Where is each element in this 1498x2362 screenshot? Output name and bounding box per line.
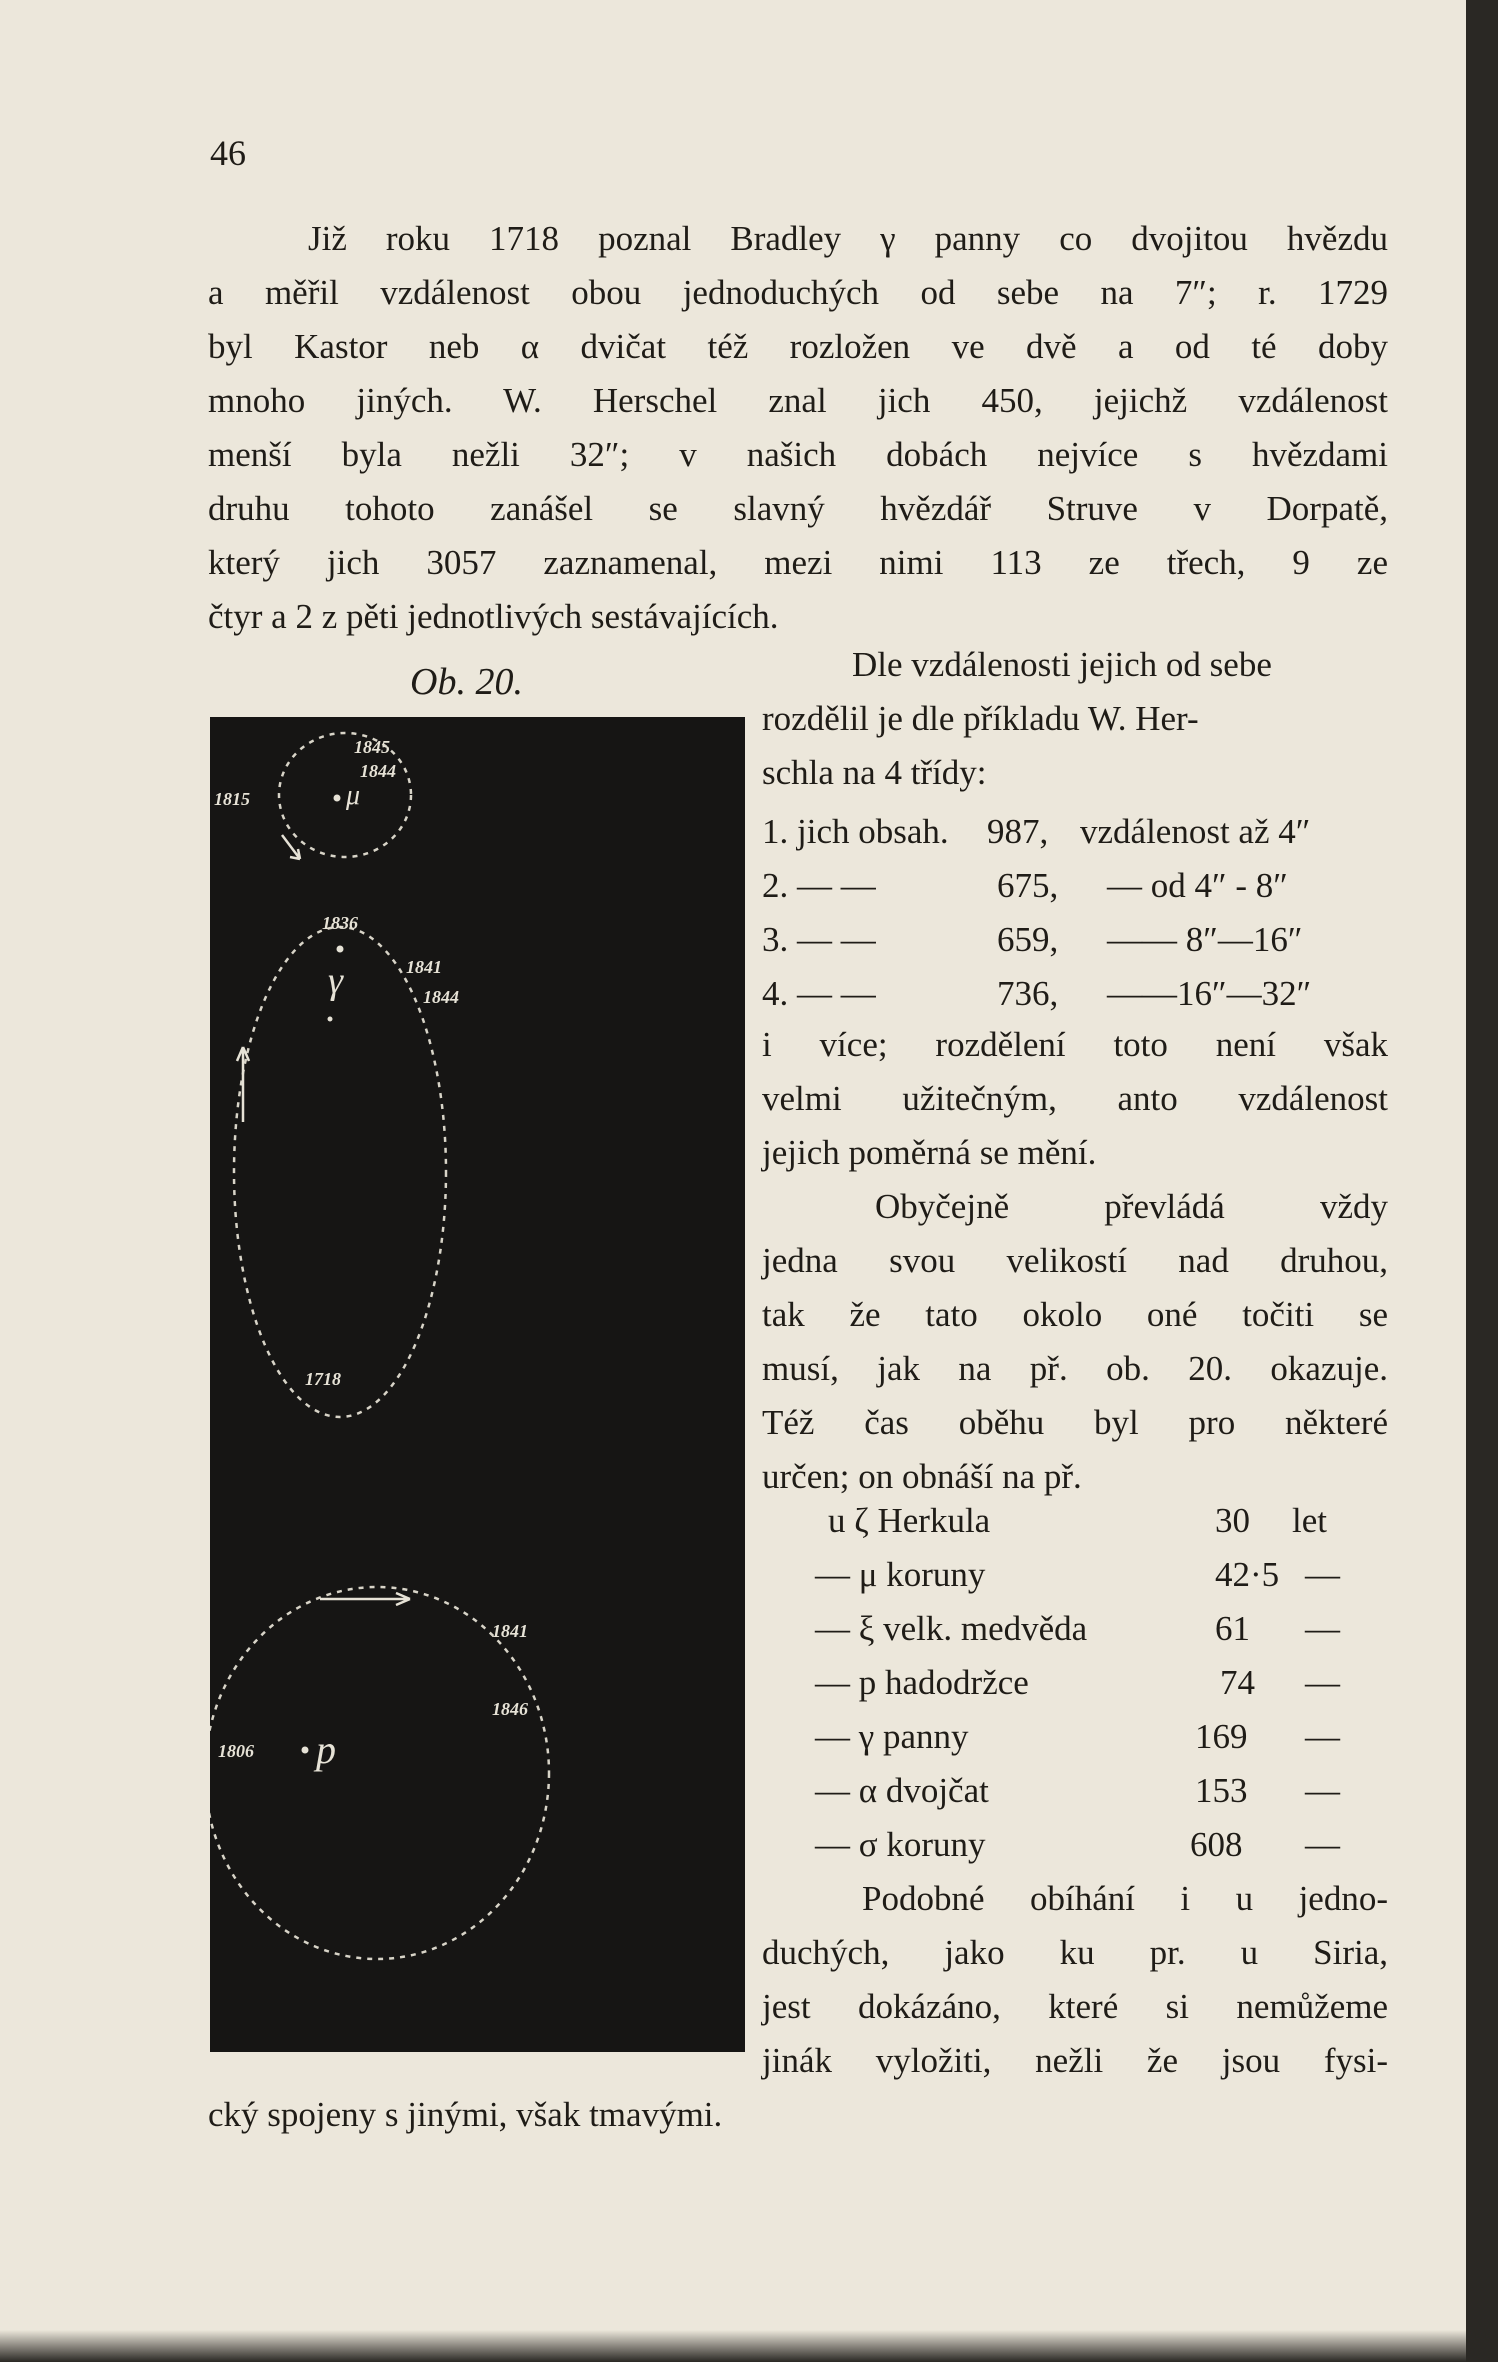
text-line: jedna svou velikostí nad druhou, (762, 1241, 1388, 1280)
class-row: 736, (997, 974, 1059, 1013)
class-row: ——16″—32″ (1107, 974, 1312, 1013)
period-row: — (1305, 1825, 1340, 1864)
star-mu-dot (334, 795, 341, 802)
text-line: jest dokázáno, které si nemůžeme (762, 1987, 1388, 2026)
period-row: — (1305, 1663, 1340, 1702)
right-line: rozdělil je dle příkladu W. Her- (762, 699, 1199, 738)
label-p: p (316, 1727, 336, 1772)
class-row: 987, (987, 812, 1049, 851)
right-line: schla na 4 třídy: (762, 753, 987, 792)
text-line: a měřil vzdálenost obou jednoduchých od sebe na 7″; r. 1729 (208, 273, 1388, 312)
period-row: 74 (1220, 1663, 1255, 1702)
period-row: — (1305, 1717, 1340, 1756)
orbit-p (210, 1587, 549, 1959)
page-edge (1466, 0, 1498, 2362)
label-1836: 1836 (322, 913, 358, 933)
text-line: byl Kastor neb α dvičat též rozložen ve dvě a od té doby (208, 327, 1388, 366)
text-line: duchých, jako ku pr. u Siria, (762, 1933, 1388, 1972)
arrow-gamma (237, 1047, 249, 1122)
text-line: velmi užitečným, anto vzdálenost (762, 1079, 1388, 1118)
label-1844-mid: 1844 (423, 987, 459, 1007)
period-row: 169 (1195, 1717, 1248, 1756)
period-row: — ξ velk. medvěda (815, 1609, 1088, 1648)
class-row: 1. jich obsah. (762, 812, 949, 851)
period-row: u ζ Herkula (828, 1501, 991, 1540)
period-row: 30 (1215, 1501, 1250, 1540)
text-line: menší byla nežli 32″; v našich dobách nejvíce s hvězdami (208, 435, 1388, 474)
period-row: — (1305, 1555, 1340, 1594)
text-line: který jich 3057 zaznamenal, mezi nimi 113 ze třech, 9 ze (208, 543, 1388, 582)
class-row: 4. — — (762, 974, 876, 1013)
period-row: — α dvojčat (815, 1771, 989, 1810)
text-line: Též čas oběhu byl pro některé (762, 1403, 1388, 1442)
text-line: jejich poměrná se mění. (762, 1133, 1097, 1172)
class-row: — od 4″ - 8″ (1107, 866, 1288, 905)
period-row: — (1305, 1609, 1340, 1648)
arrow-mu (282, 835, 300, 859)
class-row: vzdálenost až 4″ (1080, 812, 1311, 851)
text-line: určen; on obnáší na př. (762, 1457, 1082, 1496)
period-row: — σ koruny (815, 1825, 986, 1864)
label-1806: 1806 (218, 1741, 254, 1761)
class-row: 675, (997, 866, 1059, 905)
star-gamma-dot-2 (328, 1017, 333, 1022)
arrow-p (320, 1593, 410, 1605)
label-1845: 1845 (354, 737, 390, 757)
right-line: Dle vzdálenosti jejich od sebe (852, 645, 1272, 684)
class-row: 2. — — (762, 866, 876, 905)
text-line: druhu tohoto zanášel se slavný hvězdář Struve v Dorpatě, (208, 489, 1388, 528)
text-line: i více; rozdělení toto není však (762, 1025, 1388, 1064)
label-1846: 1846 (492, 1699, 528, 1719)
star-gamma-dot (337, 946, 344, 953)
text-line: cký spojeny s jinými, však tmavými. (208, 2095, 723, 2134)
page-shadow (0, 2330, 1466, 2362)
class-row: 3. — — (762, 920, 876, 959)
orbit-figure (210, 717, 745, 2052)
period-row: 153 (1195, 1771, 1248, 1810)
text-line: mnoho jiných. W. Herschel znal jich 450, jejichž vzdálenost (208, 381, 1388, 420)
text-line: Obyčejně převládá vždy (875, 1187, 1388, 1226)
text-line: Podobné obíhání i u jedno- (862, 1879, 1388, 1918)
orbit-diagram (210, 717, 745, 2052)
period-row: — μ koruny (815, 1555, 986, 1594)
period-row: 42·5 (1215, 1555, 1280, 1594)
class-row: —— 8″—16″ (1107, 920, 1303, 959)
period-row: — (1305, 1771, 1340, 1810)
label-1841-mid: 1841 (406, 957, 442, 977)
label-mu: μ (346, 780, 361, 811)
star-p-dot (302, 1747, 309, 1754)
period-row: 608 (1190, 1825, 1243, 1864)
label-1815: 1815 (214, 789, 250, 809)
period-row: — γ panny (815, 1717, 969, 1756)
text-line: musí, jak na př. ob. 20. okazuje. (762, 1349, 1388, 1388)
text-line: jinák vyložiti, nežli že jsou fysi- (762, 2041, 1388, 2080)
figure-caption: Ob. 20. (410, 661, 523, 703)
text-line: tak že tato okolo oné točiti se (762, 1295, 1388, 1334)
label-1844-top: 1844 (360, 761, 396, 781)
text-line: čtyr a 2 z pěti jednotlivých sestávajících. (208, 597, 779, 636)
period-row: let (1292, 1501, 1327, 1540)
period-row: — p hadodržce (815, 1663, 1029, 1702)
page-number: 46 (210, 133, 246, 173)
period-row: 61 (1215, 1609, 1250, 1648)
label-1718: 1718 (305, 1369, 341, 1389)
orbit-mu (279, 733, 411, 857)
text-line: Již roku 1718 poznal Bradley γ panny co dvojitou hvězdu (308, 219, 1388, 258)
label-1841-low: 1841 (492, 1621, 528, 1641)
class-row: 659, (997, 920, 1059, 959)
label-gamma: γ (328, 960, 343, 1002)
